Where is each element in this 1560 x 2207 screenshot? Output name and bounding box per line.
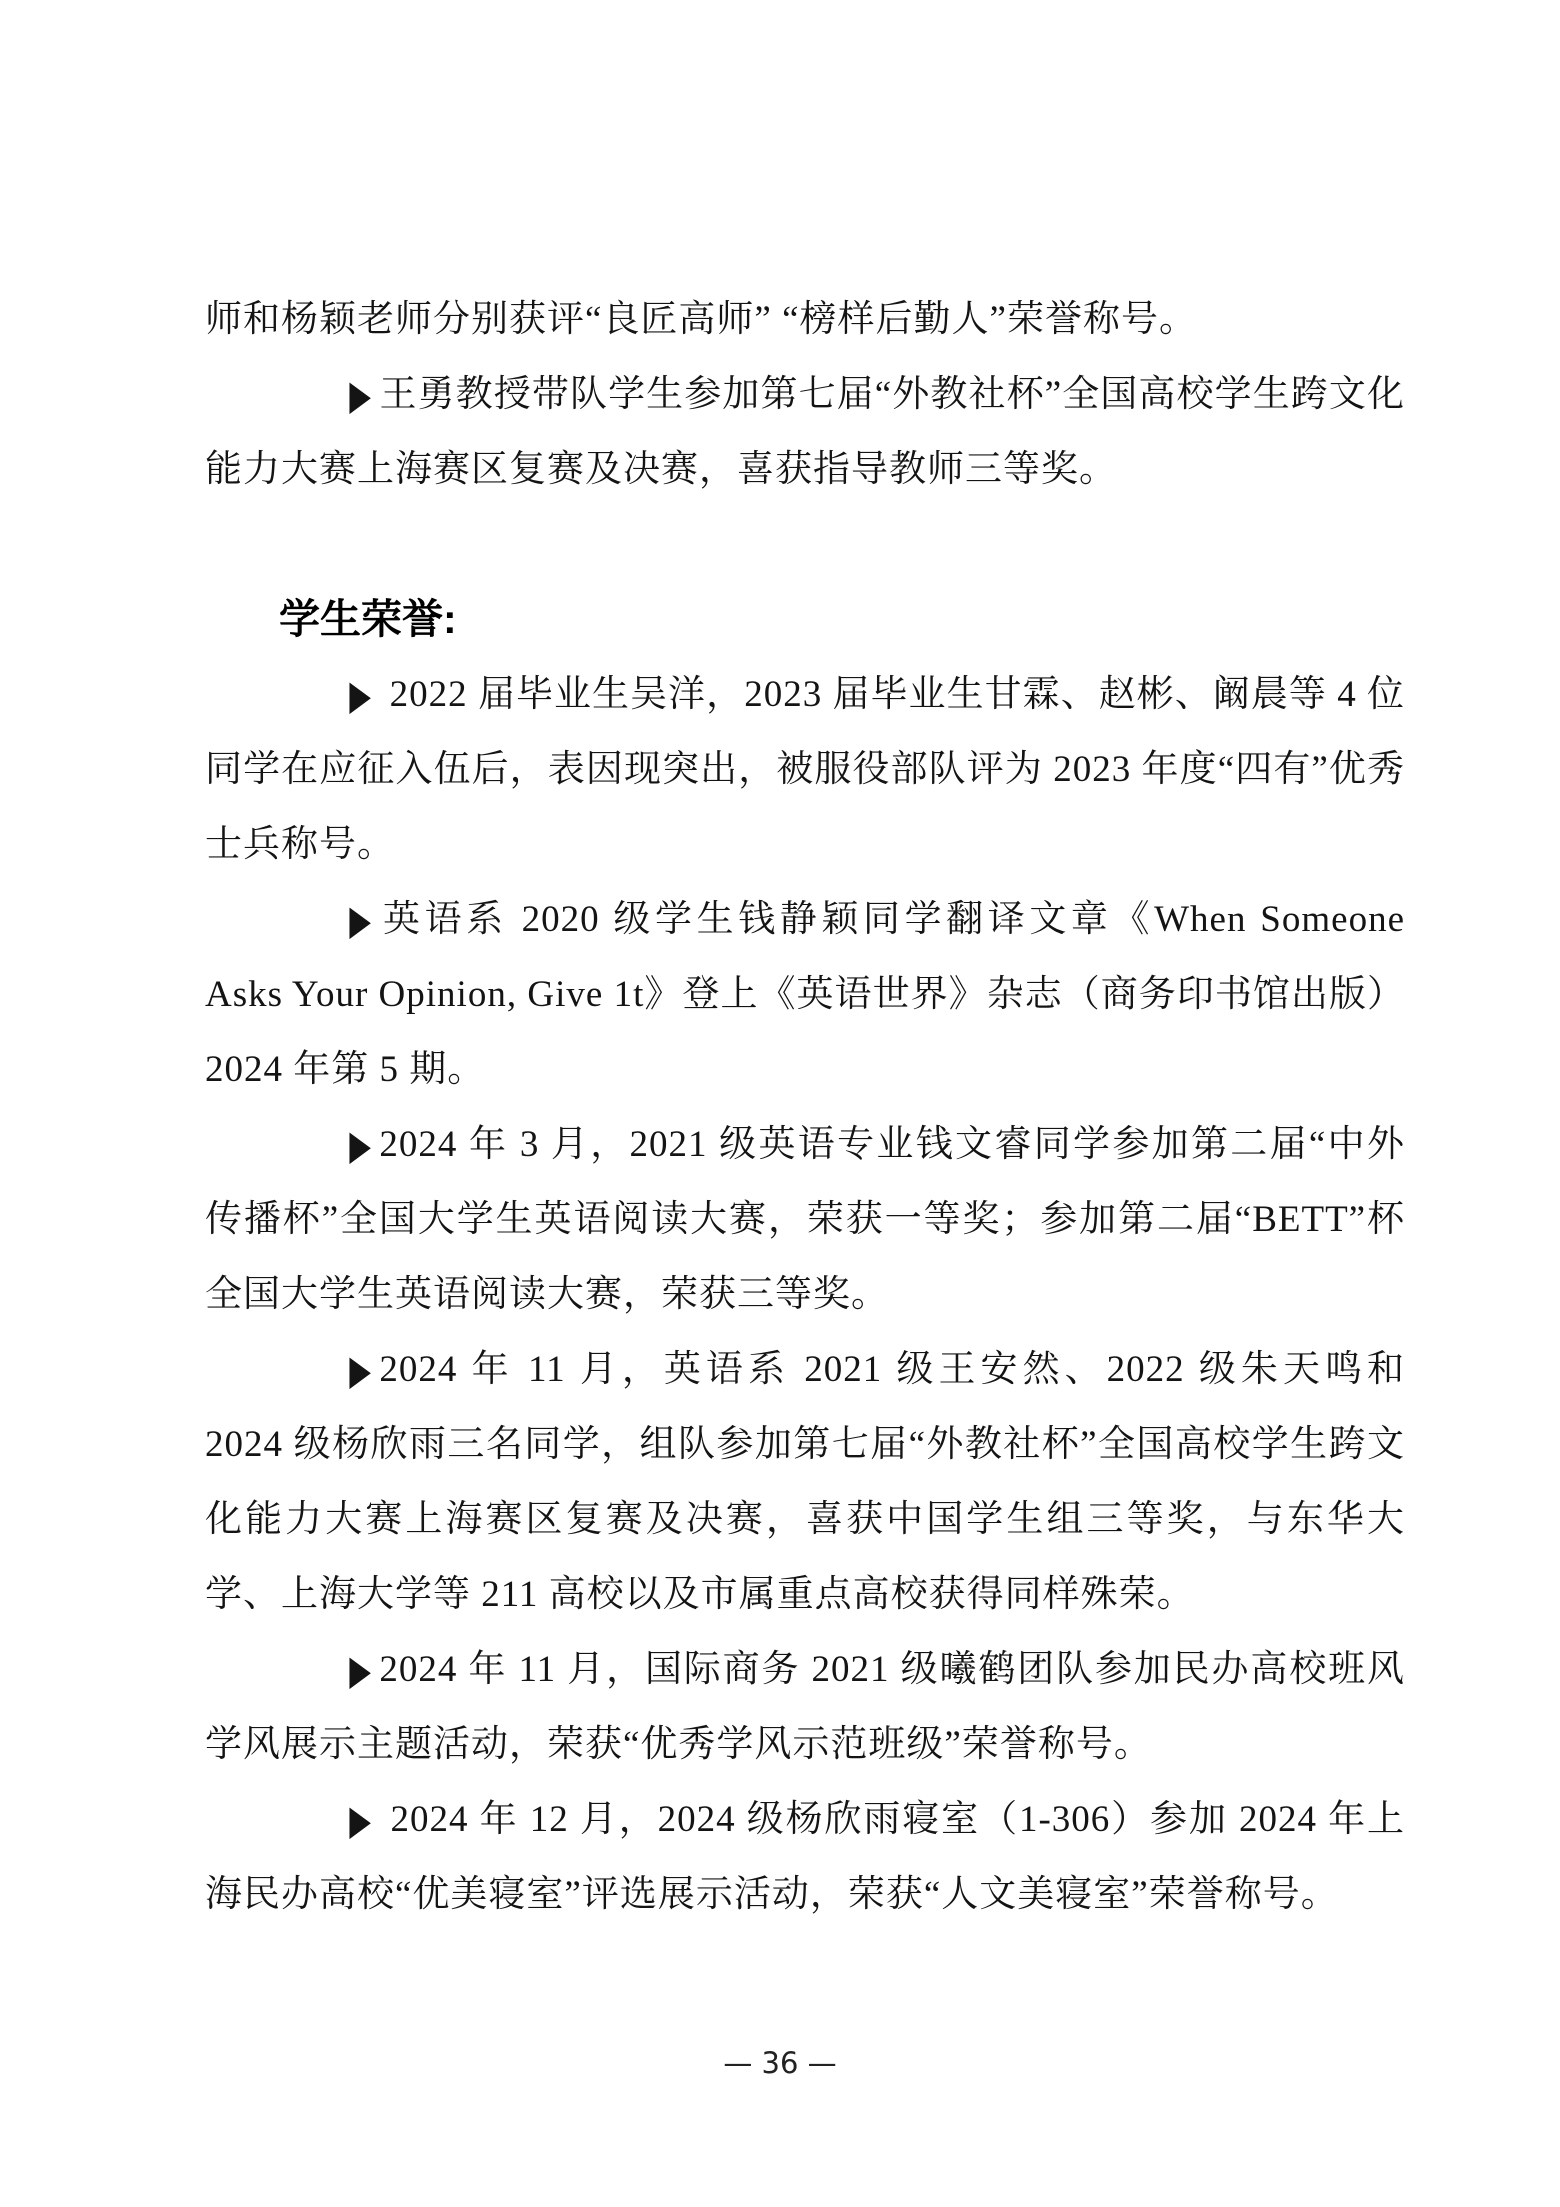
paragraph-text: 2024 年 12 月，2024 级杨欣雨寝室（1-306）参加 2024 年上海民办高校“优美寝室”评选展示活动，荣获“人文美寝室”荣誉称号。 bbox=[205, 1799, 1405, 1915]
bullet-triangle-icon: ▶ bbox=[349, 1345, 372, 1394]
document-body bbox=[205, 282, 1405, 1932]
paragraph-text: 英语系 2020 级学生钱静颖同学翻译文章《When Someone Asks Your Opinion, Give 1t》登上《英语世界》杂志（商务印书馆出版）2024 年第 5 期。 bbox=[205, 899, 1405, 1090]
paragraph-text: 2024 年 11 月，国际商务 2021 级曦鹤团队参加民办高校班风学风展示主题活动，荣获“优秀学风示范班级”荣誉称号。 bbox=[205, 1649, 1405, 1765]
paragraph-continuation bbox=[205, 282, 1405, 357]
bullet-triangle-icon: ▶ bbox=[349, 1645, 372, 1694]
paragraph bbox=[205, 1332, 1405, 1632]
paragraph bbox=[205, 357, 1405, 507]
paragraph-text: 2024 年 3 月，2021 级英语专业钱文睿同学参加第二届“中外传播杯”全国大学生英语阅读大赛，荣获一等奖；参加第二届“BETT”杯全国大学生英语阅读大赛，荣获三等奖。 bbox=[205, 1124, 1405, 1315]
section-heading-student-honors: 学生荣誉: bbox=[279, 596, 457, 642]
paragraph bbox=[205, 1632, 1405, 1782]
bullet-triangle-icon: ▶ bbox=[349, 370, 372, 419]
paragraph bbox=[205, 657, 1405, 882]
paragraph bbox=[205, 1107, 1405, 1332]
paragraph-text: 2022 届毕业生吴洋，2023 届毕业生甘霖、赵彬、阚晨等 4 位同学在应征入伍后，表因现突出，被服役部队评为 2023 年度“四有”优秀士兵称号。 bbox=[205, 674, 1405, 865]
paragraph-text: 师和杨颖老师分别获评“良匠高师” “榜样后勤人”荣誉称号。 bbox=[205, 299, 1197, 340]
paragraph-text: 2024 年 11 月，英语系 2021 级王安然、2022 级朱天鸣和 2024 级杨欣雨三名同学，组队参加第七届“外教社杯”全国高校学生跨文化能力大赛上海赛区复赛及决赛，喜获中国学生组三等奖，与东华大学、上海大学等 211 高校以及市属重点高校获得同样殊荣。 bbox=[205, 1349, 1405, 1615]
bullet-triangle-icon: ▶ bbox=[349, 670, 372, 719]
paragraph-text: 王勇教授带队学生参加第七届“外教社杯”全国高校学生跨文化能力大赛上海赛区复赛及决赛，喜获指导教师三等奖。 bbox=[205, 374, 1405, 490]
bullet-triangle-icon: ▶ bbox=[349, 1120, 372, 1169]
page-number: — 36 — bbox=[723, 2046, 837, 2080]
paragraph bbox=[205, 882, 1405, 1107]
bullet-triangle-icon: ▶ bbox=[349, 895, 372, 944]
bullet-triangle-icon: ▶ bbox=[349, 1795, 372, 1844]
paragraph bbox=[205, 1782, 1405, 1932]
